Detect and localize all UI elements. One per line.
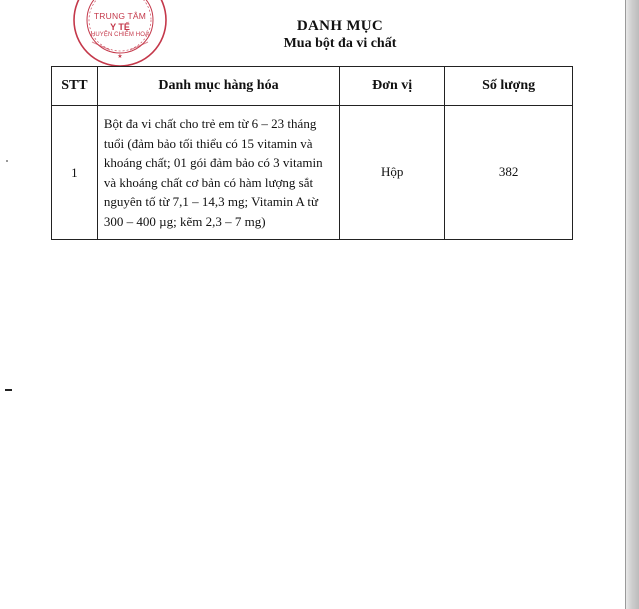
header-stt: STT: [52, 67, 98, 106]
scan-speck: [6, 160, 8, 162]
header-name: Danh mục hàng hóa: [97, 67, 339, 106]
cell-qty: 382: [445, 106, 573, 240]
seal-line-1: TRUNG TÂM: [93, 11, 147, 21]
document-heading: [240, 18, 440, 52]
scan-mark: [5, 389, 12, 391]
header-qty: Số lượng: [445, 67, 573, 106]
svg-text:★: ★: [117, 54, 123, 60]
seal-line-2: Y TẾ: [110, 22, 130, 32]
official-seal: [70, 0, 170, 70]
cell-unit: Hộp: [340, 106, 445, 240]
seal-line-3: HUYỆN CHIÊM HOÁ: [90, 32, 150, 38]
document-subtitle: Mua bột đa vi chất: [283, 36, 397, 51]
document-title: DANH MỤC: [296, 18, 384, 34]
goods-table: [51, 66, 573, 240]
table-row: [52, 106, 573, 240]
header-unit: Đơn vị: [340, 67, 445, 106]
cell-name: Bột đa vi chất cho trẻ em từ 6 – 23 tháng tuổi (đảm bảo tối thiểu có 15 vitamin và khoáng chất; 01 gói đảm bảo có 3 vitamin và khoáng chất cơ bản có hàm lượng sắt nguyên tố từ 7,1 – 14,3 mg; Vitamin A từ 300 – 400 µg; kẽm 2,3 – 7 mg): [97, 106, 339, 240]
table-header-row: [52, 67, 573, 106]
page-edge: [625, 0, 639, 609]
cell-stt: 1: [52, 106, 98, 240]
